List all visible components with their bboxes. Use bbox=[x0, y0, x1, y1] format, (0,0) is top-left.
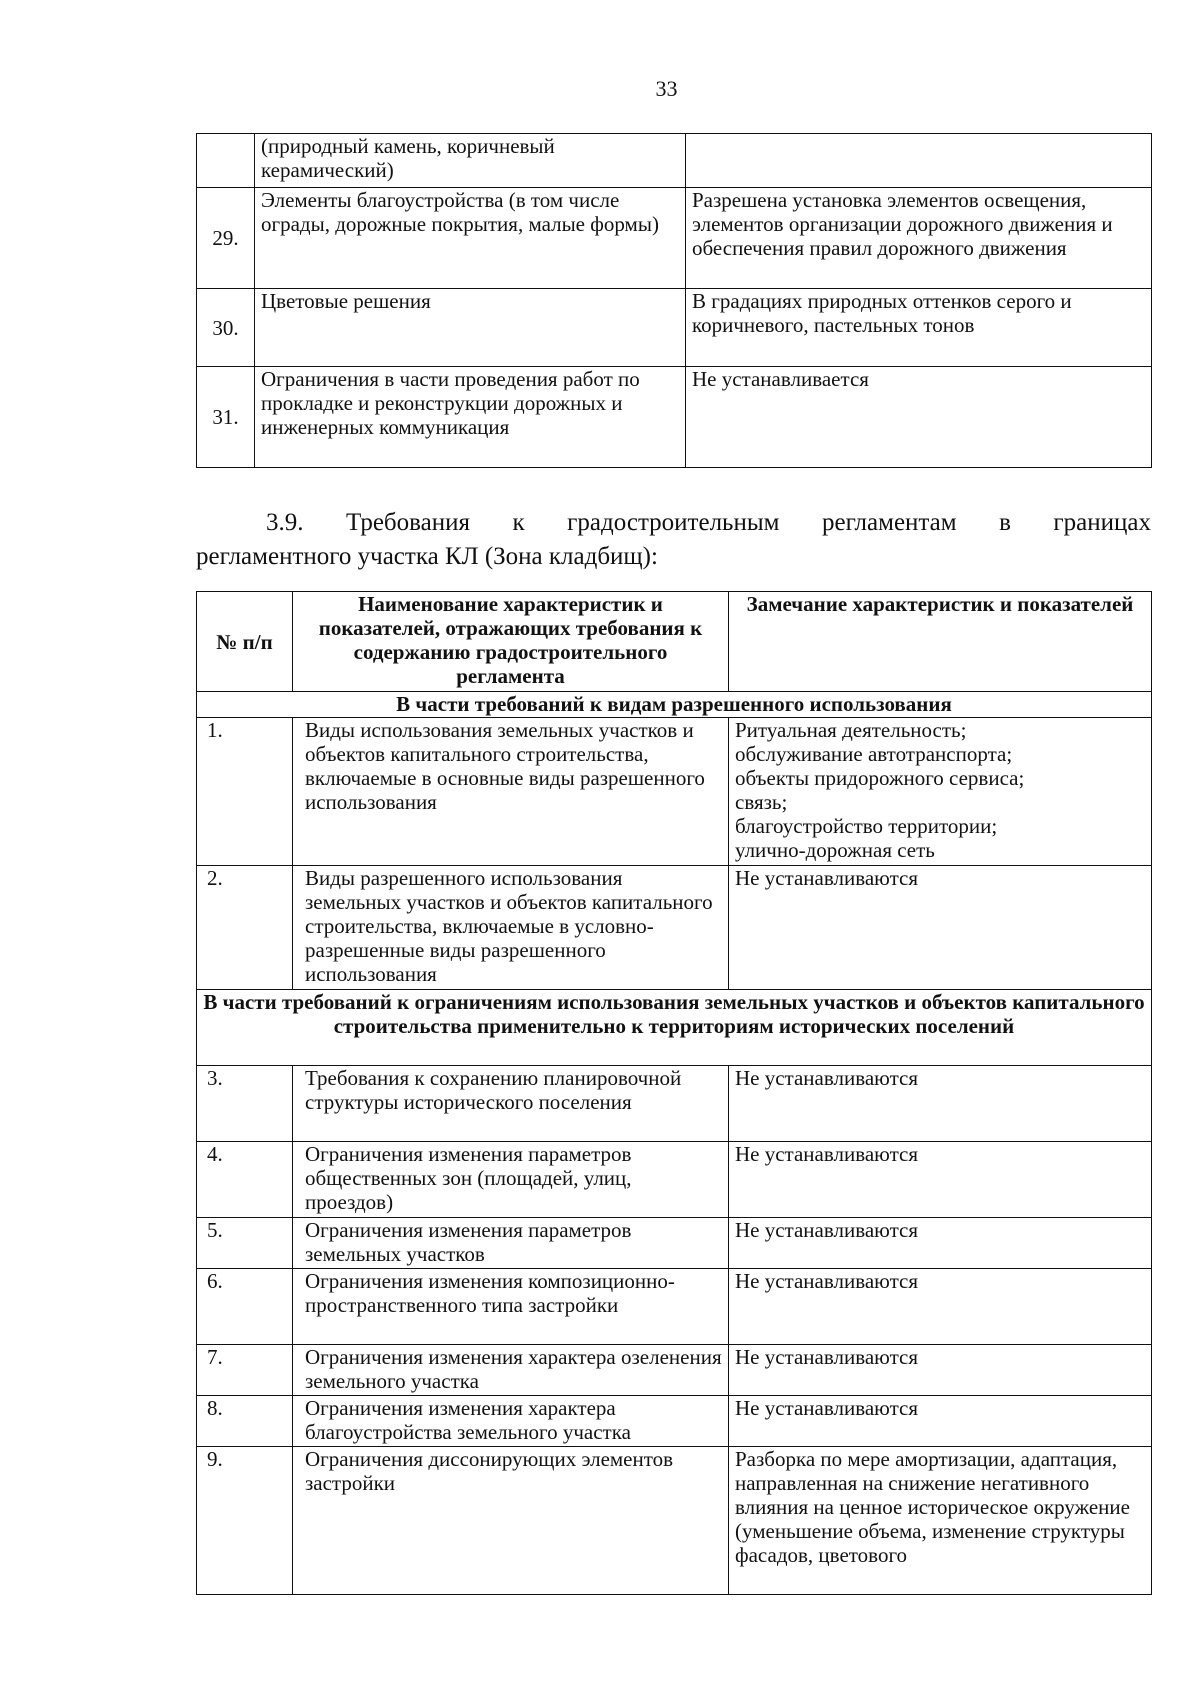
row-value bbox=[729, 866, 1152, 990]
row-value: Разрешена установка элементов освещения, элементов организации дорожного движения и обеспечения правил дорожного движения bbox=[686, 188, 1152, 289]
row-value: Не устанавливаются bbox=[729, 1066, 1152, 1142]
row-value: Не устанавливаются bbox=[729, 1142, 1152, 1218]
row-number: 30. bbox=[197, 289, 255, 367]
row-name: Элементы благоустройства (в том числе ограды, дорожные покрытия, малые формы) bbox=[255, 188, 686, 289]
table-row bbox=[197, 1142, 1152, 1218]
table-row bbox=[197, 1218, 1152, 1269]
table-row bbox=[197, 289, 1152, 367]
value-line: улично-дорожная сеть bbox=[735, 838, 935, 862]
table-row bbox=[197, 188, 1152, 289]
value-line: обслуживание автотранспорта; bbox=[735, 742, 1013, 766]
row-name: (природный камень, коричневый керамический) bbox=[255, 134, 686, 188]
value-line: объекты придорожного сервиса; bbox=[735, 766, 1025, 790]
row-name: Ограничения изменения композиционно-пространственного типа застройки bbox=[293, 1269, 729, 1345]
row-number bbox=[197, 134, 255, 188]
row-name: Цветовые решения bbox=[255, 289, 686, 367]
row-name: Ограничения изменения параметров земельных участков bbox=[293, 1218, 729, 1269]
table-row bbox=[197, 134, 1152, 188]
header-number: № п/п bbox=[197, 592, 293, 692]
table-row bbox=[197, 367, 1152, 468]
row-number: 9. bbox=[197, 1447, 293, 1595]
value-line: Не устанавливаются bbox=[735, 866, 919, 890]
row-number: 7. bbox=[197, 1345, 293, 1396]
table-row bbox=[197, 1447, 1152, 1595]
section-title: В части требований к видам разрешенного использования bbox=[197, 692, 1152, 718]
row-value: Не устанавливаются bbox=[729, 1269, 1152, 1345]
row-name: Виды использования земельных участков и объектов капитального строительства, включаемые в основные виды разрешенного использования bbox=[293, 718, 729, 866]
value-line: связь; bbox=[735, 790, 788, 814]
row-value bbox=[686, 134, 1152, 188]
row-number: 4. bbox=[197, 1142, 293, 1218]
row-name: Ограничения изменения характера озеленения земельного участка bbox=[293, 1345, 729, 1396]
row-name: Ограничения в части проведения работ по прокладке и реконструкции дорожных и инженерных коммуникация bbox=[255, 367, 686, 468]
row-number: 8. bbox=[197, 1396, 293, 1447]
row-number: 1. bbox=[197, 718, 293, 866]
regulation-table bbox=[196, 591, 1152, 1595]
row-number: 29. bbox=[197, 188, 255, 289]
row-number: 31. bbox=[197, 367, 255, 468]
section-heading bbox=[196, 506, 1151, 574]
value-line: благоустройство территории; bbox=[735, 814, 998, 838]
row-name: Ограничения изменения характера благоустройства земельного участка bbox=[293, 1396, 729, 1447]
row-value: Не устанавливаются bbox=[729, 1396, 1152, 1447]
row-name: Требования к сохранению планировочной структуры исторического поселения bbox=[293, 1066, 729, 1142]
top-table bbox=[196, 133, 1152, 468]
page-number: 33 bbox=[655, 76, 678, 101]
table-row bbox=[197, 718, 1152, 866]
table-row bbox=[197, 1396, 1152, 1447]
row-value: Разборка по мере амортизации, адаптация, направленная на снижение негативного влияния на ценное историческое окружение (уменьшение объема, изменение структуры фасадов, цветового bbox=[729, 1447, 1152, 1595]
row-number: 6. bbox=[197, 1269, 293, 1345]
row-value bbox=[729, 718, 1152, 866]
row-number: 2. bbox=[197, 866, 293, 990]
section-heading-line-2: регламентного участка КЛ (Зона кладбищ): bbox=[196, 543, 658, 570]
section-row bbox=[197, 692, 1152, 718]
header-value: Замечание характеристик и показателей bbox=[729, 592, 1152, 692]
row-name: Ограничения изменения параметров общественных зон (площадей, улиц, проездов) bbox=[293, 1142, 729, 1218]
row-number: 5. bbox=[197, 1218, 293, 1269]
table-row bbox=[197, 866, 1152, 990]
value-line: Ритуальная деятельность; bbox=[735, 718, 967, 742]
table-header-row bbox=[197, 592, 1152, 692]
row-value: Не устанавливаются bbox=[729, 1218, 1152, 1269]
row-value: Не устанавливаются bbox=[729, 1345, 1152, 1396]
row-value: В градациях природных оттенков серого и коричневого, пастельных тонов bbox=[686, 289, 1152, 367]
section-row bbox=[197, 990, 1152, 1066]
table-row bbox=[197, 1066, 1152, 1142]
table-row bbox=[197, 1269, 1152, 1345]
section-title: В части требований к ограничениям использования земельных участков и объектов капитального строительства применительно к территориям исторических поселений bbox=[197, 990, 1152, 1066]
row-name: Ограничения диссонирующих элементов застройки bbox=[293, 1447, 729, 1595]
table-row bbox=[197, 1345, 1152, 1396]
section-heading-line-1: 3.9. Требования к градостроительным регламентам в границах bbox=[266, 509, 1151, 536]
row-number: 3. bbox=[197, 1066, 293, 1142]
header-name: Наименование характеристик и показателей, отражающих требования к содержанию градостроительного регламента bbox=[293, 592, 729, 692]
row-name: Виды разрешенного использования земельных участков и объектов капитального строительства, включаемые в условно-разрешенные виды разрешенного использования bbox=[293, 866, 729, 990]
row-value: Не устанавливается bbox=[686, 367, 1152, 468]
